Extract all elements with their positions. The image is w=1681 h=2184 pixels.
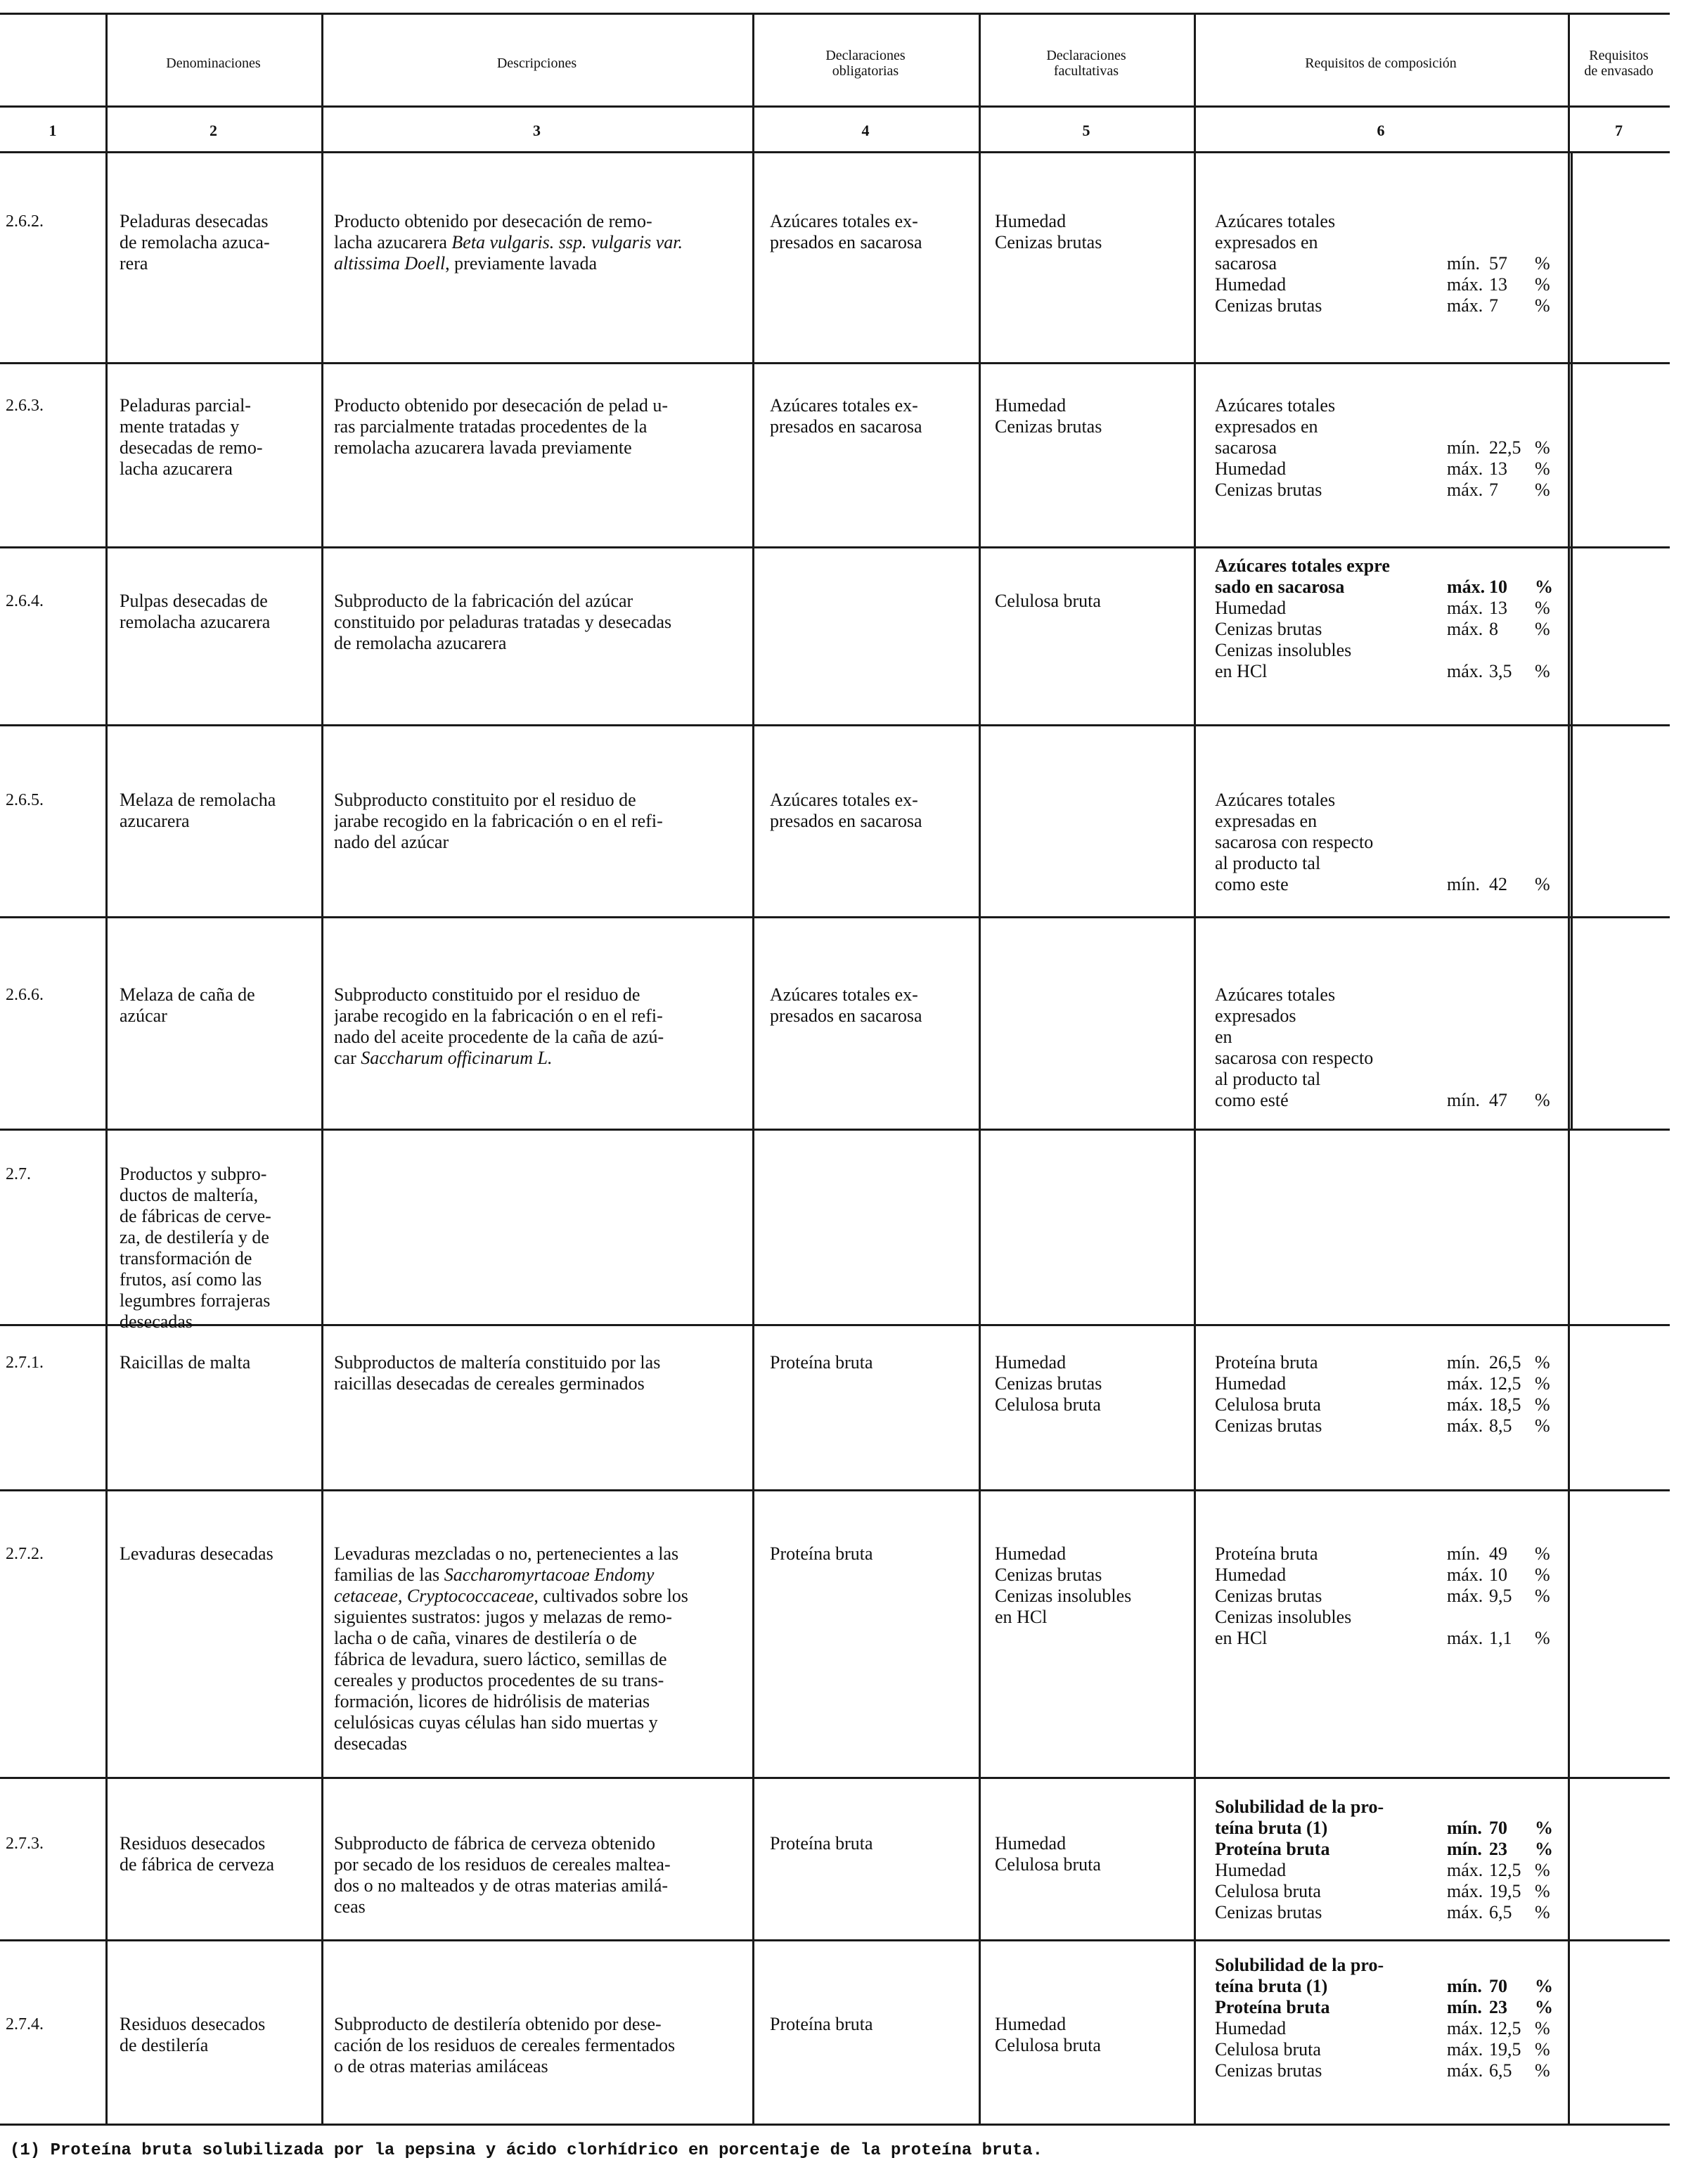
requisito-label: Humedad: [1215, 274, 1287, 295]
requisito-unit: %: [1535, 2018, 1550, 2038]
row-descripcion: [334, 1352, 745, 1394]
requisito-limit: máx.: [1447, 1628, 1483, 1648]
requisito-line: [1215, 1090, 1566, 1111]
row-code: 2.7.4.: [6, 2015, 44, 2034]
row-descripcion: [334, 395, 745, 458]
row-denominacion: Productos y subpro- ductos de maltería, de fábricas de cerve- za, de destilería y de transformación de frutos, así como las legumbres forrajeras desecadas: [120, 1164, 271, 1332]
requisito-value: 8: [1489, 619, 1498, 639]
requisito-limit: máx.: [1447, 598, 1483, 618]
row-descripcion: [334, 1833, 745, 1918]
row-declaraciones-obligatorias: Azúcares totales ex- presados en sacarosa: [770, 395, 922, 437]
row-declaraciones-obligatorias: Proteína bruta: [770, 1833, 873, 1854]
row-declaraciones-facultativas: Humedad Cenizas brutas: [995, 395, 1102, 437]
requisito-line: [1215, 555, 1566, 577]
row-descripcion: [334, 591, 745, 654]
requisito-unit: %: [1535, 458, 1550, 479]
requisito-line: [1215, 1565, 1566, 1586]
requisito-label: Azúcares totales expre: [1215, 555, 1390, 576]
column-number: 4: [861, 122, 870, 139]
requisito-unit: %: [1535, 1902, 1550, 1922]
requisito-value: 3,5: [1489, 661, 1512, 681]
descripcion-text: Producto obtenido por desecación de pelad u- ras parcialmente tratadas procedentes de la remolacha azucarera lavada previamente: [334, 395, 669, 458]
requisito-unit: %: [1535, 1415, 1550, 1436]
header-requisitos-envasado: Requisitos de envasado: [1584, 48, 1654, 79]
column-rule: [1194, 13, 1196, 2124]
row-descripcion: [334, 790, 745, 853]
requisito-unit: %: [1535, 480, 1550, 500]
table-rule: [0, 2124, 1670, 2126]
requisito-value: 70: [1489, 1976, 1507, 1996]
requisito-line: [1215, 577, 1566, 598]
column-rule: [979, 13, 981, 2124]
requisito-label: teína bruta (1): [1215, 1818, 1328, 1838]
column-number: 7: [1615, 122, 1623, 139]
table-rule: [0, 1489, 1670, 1491]
descripcion-text: , cultivados sobre los siguientes sustratos: jugos y melazas de remo- lacha o de caña, vinares de destilería o de fábrica de levadura, suero láctico, semillas de cereales y productos procedentes de su trans- formación, licores de hidrólisis de materias celulósicas cuyas células han sido muertas y desecadas: [334, 1586, 688, 1754]
requisito-line: [1215, 1976, 1566, 1997]
requisito-value: 70: [1489, 1818, 1507, 1838]
row-declaraciones-facultativas: Humedad Cenizas brutas Celulosa bruta: [995, 1352, 1102, 1415]
row-requisitos-composicion: [1215, 211, 1566, 316]
row-code: 2.6.4.: [6, 592, 44, 610]
row-descripcion: [334, 2014, 745, 2077]
requisito-value: 8,5: [1489, 1415, 1512, 1436]
requisito-value: 12,5: [1489, 1860, 1521, 1880]
requisito-line: [1215, 811, 1566, 832]
requisito-label: Cenizas insolubles: [1215, 1607, 1352, 1627]
column-rule: [105, 13, 108, 2124]
footnote: (1) Proteína bruta solubilizada por la pepsina y ácido clorhídrico en porcentaje de la proteína bruta.: [10, 2141, 1043, 2160]
requisito-line: [1215, 832, 1566, 853]
requisito-unit: %: [1535, 1394, 1550, 1415]
requisito-value: 12,5: [1489, 1373, 1521, 1394]
header-declaraciones-facultativas: Declaraciones facultativas: [1046, 48, 1126, 79]
requisito-limit: máx.: [1447, 1586, 1483, 1606]
requisito-line: [1215, 480, 1566, 501]
requisito-line: [1215, 1006, 1566, 1027]
descripcion-text: Subproducto constituido por el residuo de jarabe recogido en la fabricación o en el refi- nado del aceite procedente de la caña de azú- car: [334, 984, 664, 1068]
requisito-line: [1215, 640, 1566, 661]
requisito-label: Cenizas brutas: [1215, 295, 1322, 316]
row-denominacion: Raicillas de malta: [120, 1352, 251, 1373]
row-requisitos-composicion: [1215, 555, 1566, 682]
requisito-limit: mín.: [1447, 1997, 1482, 2017]
requisito-unit: %: [1535, 1352, 1550, 1373]
column-number: 1: [49, 122, 57, 139]
descripcion-text: Subproducto constituito por el residuo de jarabe recogido en la fabricación o en el refi- nado del azúcar: [334, 790, 663, 852]
requisito-value: 23: [1489, 1997, 1507, 2017]
requisito-limit: mín.: [1447, 1976, 1482, 1996]
requisito-label: Proteína bruta: [1215, 1839, 1330, 1859]
requisito-limit: máx.: [1447, 1394, 1483, 1415]
requisito-limit: máx.: [1447, 2039, 1483, 2060]
requisito-value: 12,5: [1489, 2018, 1521, 2038]
row-declaraciones-facultativas: Celulosa bruta: [995, 591, 1101, 611]
requisito-value: 23: [1489, 1839, 1507, 1859]
descripcion-species-name: Saccharomyrtacoae Endomy cetaceae, Cryptococcaceae: [334, 1565, 655, 1606]
requisito-limit: máx.: [1447, 661, 1483, 681]
requisito-unit: %: [1535, 1839, 1553, 1859]
requisito-value: 7: [1489, 480, 1498, 500]
requisito-limit: mín.: [1447, 874, 1480, 894]
descripcion-species-name: Saccharum officinarum L.: [361, 1048, 553, 1068]
requisito-label: sacarosa con respecto: [1215, 832, 1374, 852]
requisito-line: [1215, 1997, 1566, 2018]
row-declaraciones-facultativas: Humedad Celulosa bruta: [995, 1833, 1101, 1875]
requisito-label: Azúcares totales: [1215, 395, 1336, 416]
row-requisitos-composicion: [1215, 1955, 1566, 2081]
requisito-limit: mín.: [1447, 437, 1480, 458]
requisito-value: 9,5: [1489, 1586, 1512, 1606]
table-rule: [0, 1777, 1670, 1779]
requisito-unit: %: [1535, 1976, 1553, 1996]
requisito-label: en HCl: [1215, 1628, 1268, 1648]
requisito-label: sacarosa: [1215, 253, 1277, 274]
column-number: 3: [533, 122, 541, 139]
requisito-line: [1215, 1628, 1566, 1649]
requisito-line: [1215, 1373, 1566, 1394]
requisito-line: [1215, 874, 1566, 895]
header-empty: [0, 32, 105, 95]
descripcion-text: , previamente lavada: [445, 253, 598, 274]
row-denominacion: Peladuras desecadas de remolacha azuca- rera: [120, 211, 270, 274]
requisito-label: al producto tal: [1215, 1069, 1321, 1089]
requisito-limit: máx.: [1447, 2060, 1483, 2081]
requisito-line: [1215, 1797, 1566, 1818]
requisito-line: [1215, 598, 1566, 619]
requisito-limit: mín.: [1447, 1352, 1480, 1373]
table-rule: [0, 724, 1670, 726]
descripcion-text: Subproducto de fábrica de cerveza obtenido por secado de los residuos de cereales maltea- dos o no malteados y de otras materias amilá- ceas: [334, 1833, 671, 1917]
row-denominacion: Levaduras desecadas: [120, 1543, 273, 1564]
requisito-line: [1215, 1586, 1566, 1607]
requisito-label: expresados en: [1215, 232, 1318, 252]
row-requisitos-composicion: [1215, 1797, 1566, 1923]
requisito-value: 6,5: [1489, 2060, 1512, 2081]
requisito-limit: máx.: [1447, 1902, 1483, 1922]
header-declaraciones-obligatorias: Declaraciones obligatorias: [825, 48, 906, 79]
requisito-limit: máx.: [1447, 458, 1483, 479]
table-rule: [0, 13, 1670, 15]
table-rule: [0, 1939, 1670, 1941]
requisito-label: Humedad: [1215, 598, 1287, 618]
requisito-label: Cenizas brutas: [1215, 2060, 1322, 2081]
requisito-label: Azúcares totales: [1215, 790, 1336, 810]
requisito-line: [1215, 1955, 1566, 1976]
row-requisitos-composicion: [1215, 790, 1566, 895]
requisito-unit: %: [1535, 598, 1550, 618]
requisito-label: Solubilidad de la pro-: [1215, 1797, 1384, 1817]
row-denominacion: Melaza de remolacha azucarera: [120, 790, 276, 831]
requisito-line: [1215, 1818, 1566, 1839]
requisito-line: [1215, 232, 1566, 253]
descripcion-text: Subproductos de maltería constituido por las raicillas desecadas de cereales germinados: [334, 1352, 661, 1394]
descripcion-species-name: Beta vulgaris. ssp. vulgaris var. altissima Doell: [334, 232, 683, 274]
row-code: 2.7.1.: [6, 1354, 44, 1372]
requisito-label: Cenizas brutas: [1215, 1415, 1322, 1436]
row-requisitos-composicion: [1215, 1543, 1566, 1649]
requisito-label: Solubilidad de la pro-: [1215, 1955, 1384, 1975]
column-number: 5: [1082, 122, 1090, 139]
row-requisitos-composicion: [1215, 395, 1566, 501]
table-rule: [0, 151, 1670, 153]
requisito-value: 7: [1489, 295, 1498, 316]
requisito-line: [1215, 2039, 1566, 2060]
requisito-unit: %: [1535, 1373, 1550, 1394]
column-rule: [321, 13, 323, 2124]
requisito-unit: %: [1535, 1818, 1553, 1838]
requisito-label: Cenizas brutas: [1215, 619, 1322, 639]
row-declaraciones-facultativas: Humedad Celulosa bruta: [995, 2014, 1101, 2055]
requisito-line: [1215, 1394, 1566, 1415]
requisito-value: 13: [1489, 598, 1507, 618]
table-rule: [0, 362, 1670, 364]
requisito-limit: máx.: [1447, 1565, 1483, 1585]
requisito-line: [1215, 1415, 1566, 1437]
row-code: 2.6.2.: [6, 212, 44, 231]
requisito-line: [1215, 437, 1566, 458]
row-descripcion: [334, 211, 745, 274]
requisito-value: 13: [1489, 458, 1507, 479]
requisito-unit: %: [1535, 1090, 1550, 1110]
row-declaraciones-obligatorias: Proteína bruta: [770, 1352, 873, 1373]
row-code: 2.6.6.: [6, 986, 44, 1004]
requisito-unit: %: [1535, 1543, 1550, 1564]
row-declaraciones-obligatorias: Azúcares totales ex- presados en sacarosa: [770, 790, 922, 831]
row-declaraciones-obligatorias: Proteína bruta: [770, 1543, 873, 1564]
requisito-label: Humedad: [1215, 1565, 1287, 1585]
requisito-unit: %: [1535, 274, 1550, 295]
requisito-unit: %: [1535, 1881, 1550, 1901]
requisito-line: [1215, 2060, 1566, 2081]
requisito-line: [1215, 253, 1566, 274]
requisito-line: [1215, 458, 1566, 480]
requisito-label: Proteína bruta: [1215, 1543, 1318, 1564]
requisito-label: Humedad: [1215, 1860, 1287, 1880]
table-rule: [0, 1129, 1670, 1131]
descripcion-text: Subproducto de la fabricación del azúcar constituido por peladuras tratadas y desecadas de remolacha azucarera: [334, 591, 672, 653]
requisito-line: [1215, 1543, 1566, 1565]
requisito-label: al producto tal: [1215, 853, 1321, 873]
column-rule: [752, 13, 754, 2124]
requisito-unit: %: [1535, 2060, 1550, 2081]
requisito-unit: %: [1535, 874, 1550, 894]
row-code: 2.7.: [6, 1165, 31, 1183]
requisito-unit: %: [1535, 2039, 1550, 2060]
requisito-limit: máx.: [1447, 619, 1483, 639]
requisito-limit: máx.: [1447, 295, 1483, 316]
requisito-limit: mín.: [1447, 1839, 1482, 1859]
requisito-label: como esté: [1215, 1090, 1289, 1110]
row-denominacion: Residuos desecados de destilería: [120, 2014, 266, 2055]
requisito-value: 18,5: [1489, 1394, 1521, 1415]
requisito-unit: %: [1535, 1565, 1550, 1585]
requisito-label: expresadas en: [1215, 811, 1318, 831]
requisito-label: Cenizas brutas: [1215, 480, 1322, 500]
requisito-unit: %: [1535, 577, 1553, 597]
requisito-value: 1,1: [1489, 1628, 1512, 1648]
requisito-line: [1215, 295, 1566, 316]
requisito-value: 47: [1489, 1090, 1507, 1110]
requisito-label: en: [1215, 1027, 1232, 1047]
requisito-limit: máx.: [1447, 1373, 1483, 1394]
requisito-label: Humedad: [1215, 2018, 1287, 2038]
requisito-line: [1215, 984, 1566, 1006]
row-declaraciones-obligatorias: Azúcares totales ex- presados en sacarosa: [770, 211, 922, 252]
row-denominacion: Peladuras parcial- mente tratadas y desecadas de remo- lacha azucarera: [120, 395, 263, 479]
requisito-value: 19,5: [1489, 1881, 1521, 1901]
requisito-line: [1215, 1607, 1566, 1628]
requisito-line: [1215, 1352, 1566, 1373]
requisito-label: sacarosa con respecto: [1215, 1048, 1374, 1068]
requisito-unit: %: [1535, 619, 1550, 639]
row-requisitos-composicion: [1215, 1352, 1566, 1437]
requisito-line: [1215, 1902, 1566, 1923]
column-number: 2: [210, 122, 217, 139]
requisito-label: Celulosa bruta: [1215, 1394, 1321, 1415]
row-denominacion: Melaza de caña de azúcar: [120, 984, 255, 1026]
row-descripcion: [334, 984, 745, 1069]
requisito-value: 49: [1489, 1543, 1507, 1564]
row-code: 2.7.3.: [6, 1835, 44, 1853]
header-descripciones: Descripciones: [496, 56, 577, 71]
row-declaraciones-facultativas: Humedad Cenizas brutas Cenizas insolubles en HCl: [995, 1543, 1132, 1627]
column-rule: [1568, 13, 1570, 2124]
descripcion-text: Levaduras mezcladas o no, pertenecientes a las familias de las: [334, 1543, 679, 1585]
row-declaraciones-obligatorias: Proteína bruta: [770, 2014, 873, 2034]
descripcion-text: Subproducto de destilería obtenido por dese- cación de los residuos de cereales fermentados o de otras materias amiláceas: [334, 2014, 676, 2076]
requisito-value: 13: [1489, 274, 1507, 295]
requisito-line: [1215, 274, 1566, 295]
requisito-label: Cenizas brutas: [1215, 1586, 1322, 1606]
column-number: 6: [1377, 122, 1385, 139]
requisito-line: [1215, 1839, 1566, 1860]
row-requisitos-composicion: [1215, 984, 1566, 1111]
requisito-limit: máx.: [1447, 274, 1483, 295]
requisito-line: [1215, 395, 1566, 416]
requisito-value: 10: [1489, 1565, 1507, 1585]
row-declaraciones-facultativas: Humedad Cenizas brutas: [995, 211, 1102, 252]
row-code: 2.6.5.: [6, 791, 44, 809]
requisito-label: expresados: [1215, 1006, 1296, 1026]
requisito-limit: mín.: [1447, 1090, 1480, 1110]
requisito-label: expresados en: [1215, 416, 1318, 437]
requisito-line: [1215, 1027, 1566, 1048]
table-rule: [0, 916, 1670, 918]
requisito-value: 42: [1489, 874, 1507, 894]
requisito-label: sado en sacarosa: [1215, 577, 1345, 597]
requisito-limit: máx.: [1447, 480, 1483, 500]
row-code: 2.6.3.: [6, 397, 44, 415]
requisito-line: [1215, 416, 1566, 437]
requisito-label: Proteína bruta: [1215, 1997, 1330, 2017]
requisito-label: Azúcares totales: [1215, 984, 1336, 1005]
requisito-label: Cenizas brutas: [1215, 1902, 1322, 1922]
column-rule: [1571, 151, 1573, 1129]
requisito-label: Proteína bruta: [1215, 1352, 1318, 1373]
header-requisitos-composicion: Requisitos de composición: [1305, 56, 1457, 71]
requisito-unit: %: [1535, 253, 1550, 274]
requisito-unit: %: [1535, 295, 1550, 316]
row-denominacion: Pulpas desecadas de remolacha azucarera: [120, 591, 271, 632]
requisito-label: Celulosa bruta: [1215, 1881, 1321, 1901]
requisito-line: [1215, 790, 1566, 811]
requisito-line: [1215, 2018, 1566, 2039]
requisito-value: 6,5: [1489, 1902, 1512, 1922]
requisito-label: Humedad: [1215, 458, 1287, 479]
requisito-line: [1215, 211, 1566, 232]
requisito-unit: %: [1535, 1997, 1553, 2017]
requisito-label: teína bruta (1): [1215, 1976, 1328, 1996]
requisito-unit: %: [1535, 1628, 1550, 1648]
requisito-line: [1215, 1860, 1566, 1881]
table-rule: [0, 546, 1670, 548]
requisito-line: [1215, 619, 1566, 640]
requisito-limit: mín.: [1447, 253, 1480, 274]
requisito-label: Humedad: [1215, 1373, 1287, 1394]
requisito-label: como este: [1215, 874, 1289, 894]
requisito-unit: %: [1535, 437, 1550, 458]
requisito-value: 26,5: [1489, 1352, 1521, 1373]
requisito-unit: %: [1535, 661, 1550, 681]
requisito-limit: máx.: [1447, 2018, 1483, 2038]
requisito-label: Azúcares totales: [1215, 211, 1336, 231]
header-denominaciones: Denominaciones: [166, 56, 261, 71]
table-rule: [0, 105, 1670, 108]
requisito-value: 19,5: [1489, 2039, 1521, 2060]
requisito-line: [1215, 1069, 1566, 1090]
requisito-label: en HCl: [1215, 661, 1268, 681]
row-descripcion: [334, 1543, 745, 1754]
requisito-limit: mín.: [1447, 1818, 1482, 1838]
requisito-label: sacarosa: [1215, 437, 1277, 458]
requisito-unit: %: [1535, 1586, 1550, 1606]
row-denominacion: Residuos desecados de fábrica de cerveza: [120, 1833, 275, 1875]
requisito-line: [1215, 853, 1566, 874]
requisito-label: Celulosa bruta: [1215, 2039, 1321, 2060]
requisito-line: [1215, 661, 1566, 682]
descripcion-text: Producto obtenido por desecación de remo- lacha azucarera: [334, 211, 652, 252]
row-declaraciones-obligatorias: Azúcares totales ex- presados en sacarosa: [770, 984, 922, 1026]
requisito-line: [1215, 1881, 1566, 1902]
requisito-value: 57: [1489, 253, 1507, 274]
row-code: 2.7.2.: [6, 1545, 44, 1563]
requisito-value: 22,5: [1489, 437, 1521, 458]
requisito-line: [1215, 1048, 1566, 1069]
requisito-value: 10: [1489, 577, 1507, 597]
requisito-limit: máx.: [1447, 1881, 1483, 1901]
requisito-limit: mín.: [1447, 1543, 1480, 1564]
requisito-label: Cenizas insolubles: [1215, 640, 1352, 660]
requisito-limit: máx.: [1447, 1860, 1483, 1880]
requisito-limit: máx.: [1447, 577, 1486, 597]
requisito-limit: máx.: [1447, 1415, 1483, 1436]
requisito-unit: %: [1535, 1860, 1550, 1880]
